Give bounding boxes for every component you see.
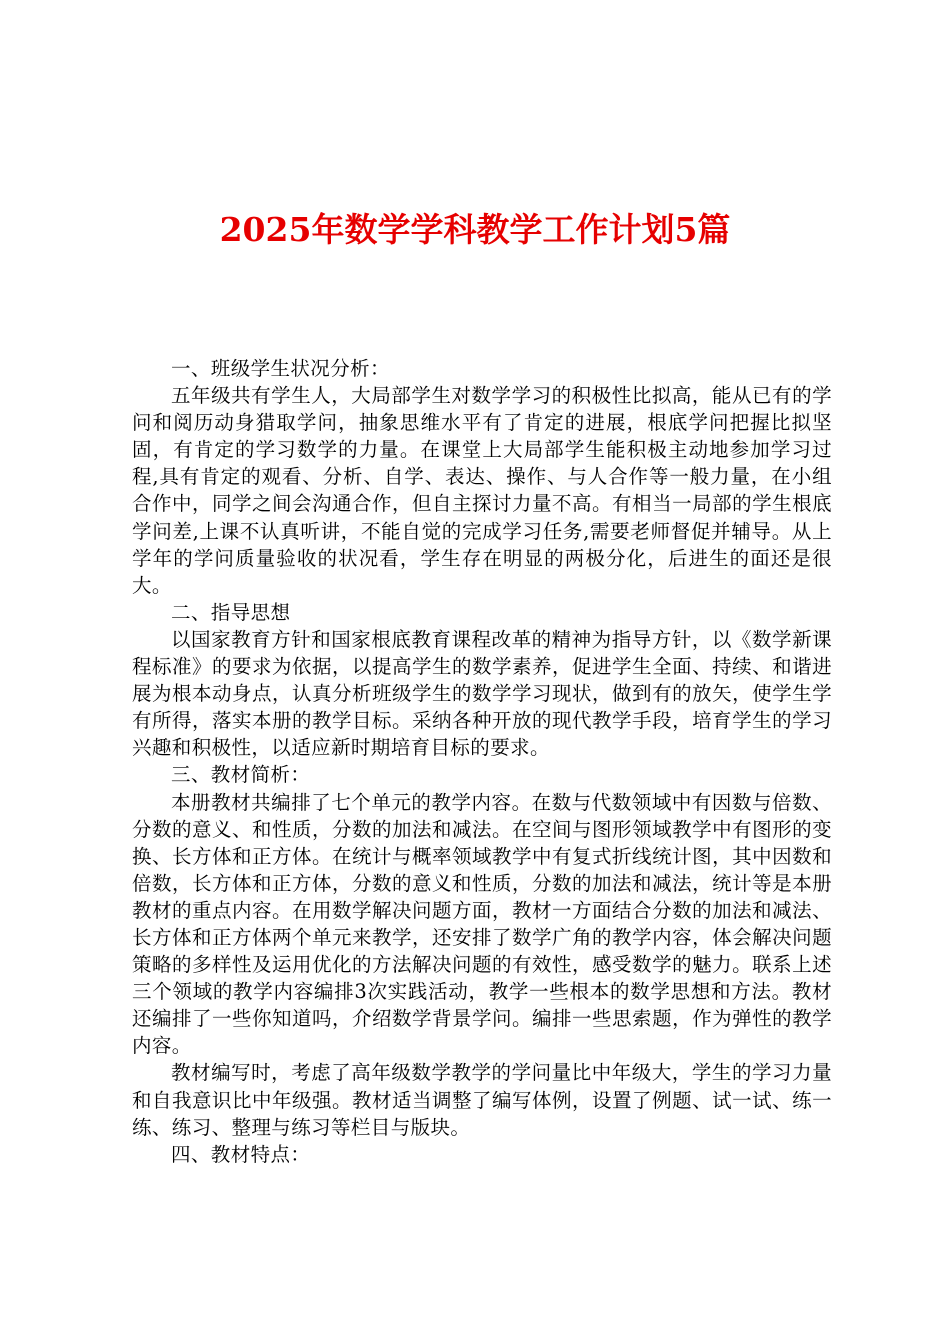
document-body xyxy=(132,355,832,1168)
section-heading-class-analysis: 一、班级学生状况分析： xyxy=(171,357,390,380)
paragraph-guiding-thought: 以国家教育方针和国家根底教育课程改革的精神为指导方针，以《数学新课程标准》的要求为依据，以提高学生的数学素养，促进学生全面、持续、和谐进展为根本动身点，认真分析班级学生的数学学习现状，做到有的放矢，使学生学有所得，落实本册的教学目标。采纳各种开放的现代教学手段，培育学生的学习兴趣和积极性，以适应新时期培育目标的要求。 xyxy=(132,627,832,760)
section-heading-textbook-analysis: 三、教材简析： xyxy=(171,763,311,787)
section-heading-guiding-thought: 二、指导思想 xyxy=(171,600,291,624)
section-heading-textbook-features: 四、教材特点： xyxy=(171,1142,311,1166)
paragraph-class-analysis: 五年级共有学生人，大局部学生对数学学习的积极性比拟高，能从已有的学问和阅历动身猎取学问，抽象思维水平有了肯定的进展，根底学问把握比拟坚固，有肯定的学习数学的力量。在课堂上大局部学生能积极主动地参加学习过程,具有肯定的观看、分析、自学、表达、操作、与人合作等一般力量，在小组合作中，同学之间会沟通合作，但自主探讨力量不高。有相当一局部的学生根底学问差,上课不认真听讲，不能自觉的完成学习任务,需要老师督促并辅导。从上学年的学问质量验收的状况看，学生存在明显的两极分化，后进生的面还是很大。 xyxy=(132,384,832,597)
paragraph-textbook-analysis-2: 教材编写时，考虑了高年级数学教学的学问量比中年级大，学生的学习力量和自我意识比中年级强。教材适当调整了编写体例，设置了例题、试一试、练一练、练习、整理与练习等栏目与版块。 xyxy=(132,1061,832,1139)
paragraph-textbook-analysis-1: 本册教材共编排了七个单元的教学内容。在数与代数领域中有因数与倍数、分数的意义、和性质，分数的加法和减法。在空间与图形领域教学中有图形的变换、长方体和正方体。在统计与概率领域教学中有复式折线统计图，其中因数和倍数，长方体和正方体，分数的意义和性质，分数的加法和减法，统计等是本册教材的重点内容。在用数学解决问题方面，教材一方面结合分数的加法和减法、长方体和正方体两个单元来教学，还安排了数学广角的教学内容，体会解决问题策略的多样性及运用优化的方法解决问题的有效性，感受数学的魅力。联系上述三个领域的教学内容编排3次实践活动，教学一些根本的数学思想和方法。教材还编排了一些你知道吗，介绍数学背景学问。编排一些思索题，作为弹性的教学内容。 xyxy=(132,790,832,1058)
document-title: 2025年数学学科教学工作计划5篇 xyxy=(219,210,731,249)
